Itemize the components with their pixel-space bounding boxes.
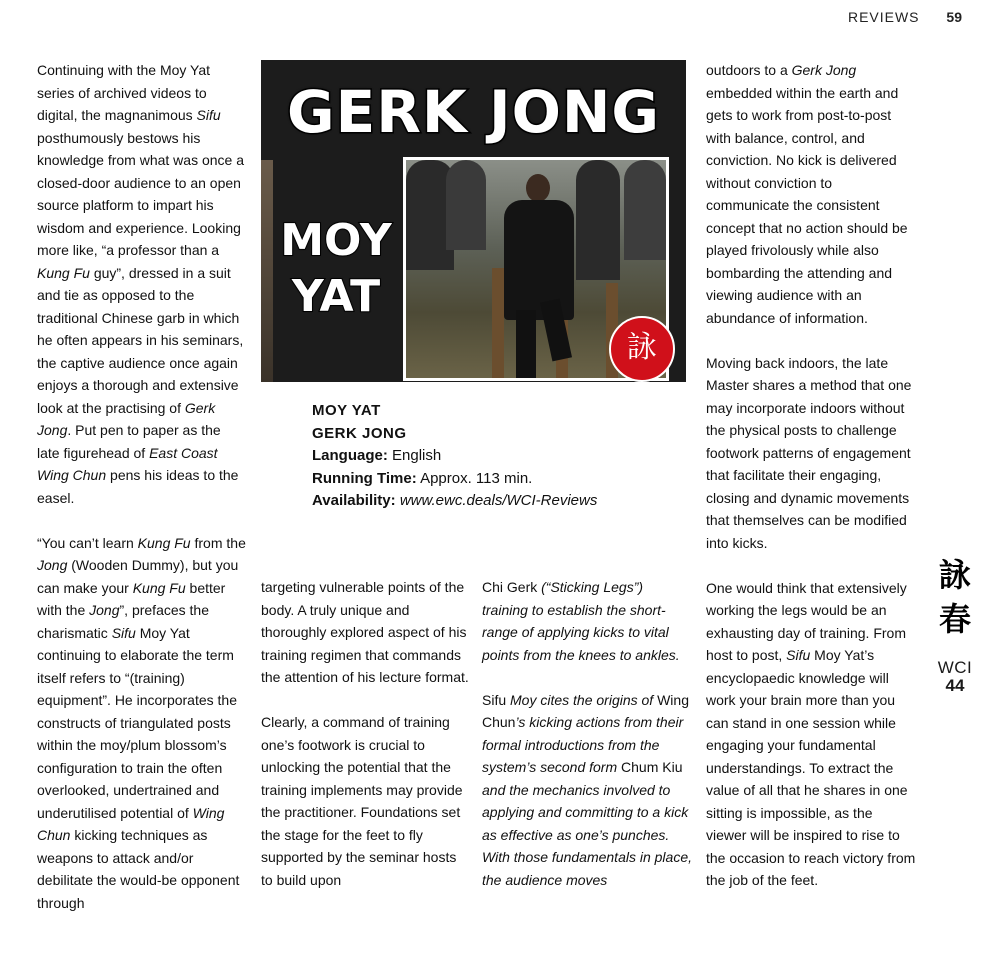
red-plum-seal-logo: 詠 [609, 316, 675, 382]
italic-term: Jong [89, 602, 120, 618]
man-head [526, 174, 550, 202]
running-header [848, 9, 962, 25]
issue-number: 44 [945, 676, 965, 695]
paragraph: Sifu Moy cites the origins of Wing Chun’s kicking actions from their formal introductions from the system’s second form Chum Kiu and the mechanics involved to applying and committing to a kick as effective as one’s punches. With those fundamentals in place, the audience moves [482, 691, 692, 888]
italic-term: Kung Fu [137, 534, 191, 551]
running-time-label: Running Time: [312, 469, 417, 487]
crowd-figure [624, 160, 666, 260]
paragraph: Continuing with the Moy Yat series of archived videos to digital, the magnanimous Sifu posthumously bestows his knowledge from what was once a closed-door audience to an open source platform to impart his wisdom and experience. Looking more like, “a professor than a Kung Fu guy”, dressed in a suit and tie as opposed to the traditional Chinese garb in which he often appears in his seminars, the captive audience once again enjoys a thorough and extensive look at the practising of Gerk Jong. Put pen to paper as the late figurehead of East Coast Wing Chun pens his ideas to the easel. [37, 62, 244, 506]
italic-term: Gerk Jong [37, 399, 216, 438]
chinese-character: 詠 [938, 556, 971, 594]
cover-wall-strip [261, 160, 273, 382]
italic-term: and the mechanics involved to applying and committing to a kick as effective as one’s punches. With those fundamentals in place, the audience moves [482, 781, 692, 888]
cover-title: GERK JONG [286, 78, 661, 146]
article-column-2 [261, 576, 471, 891]
article-column-4 [706, 59, 916, 892]
italic-term: East Coast Wing Chun [37, 444, 218, 483]
paragraph: One would think that extensively working the legs would be an exhausting day of training. From host to post, Sifu Moy Yat’s encyclopaedic knowledge will work your brain more than you can stand in one session while engaging your fundamental understandings. To extract the value of all that he shares in one sitting is impossible, as the viewer will be inspired to rise to the occasion to reach victory from the job of the feet. [706, 579, 916, 888]
italic-term: Jong [37, 557, 68, 573]
italic-term: Sifu [786, 647, 811, 663]
section-label: REVIEWS [847, 9, 920, 25]
info-name: MOY YAT [312, 402, 381, 419]
magazine-sidebar-mark [925, 553, 985, 696]
paragraph: Clearly, a command of training one’s footwork is crucial to unlocking the potential that the training implements may provide the practitioner. Foundations set the stage for the feet to fly supported by the seminar hosts to build upon [261, 714, 463, 888]
availability-link[interactable]: www.ewc.deals/WCI-Reviews [399, 492, 598, 509]
italic-term: ’s kicking actions from their formal introductions from the system’s second form [482, 714, 684, 775]
crowd-figure [576, 160, 620, 280]
article-column-1 [37, 59, 247, 914]
info-running-time [312, 468, 597, 491]
italic-term: Sifu [196, 107, 221, 123]
italic-term: Kung Fu [132, 579, 186, 596]
italic-term: Wing Chun [37, 804, 225, 843]
cover-name [275, 213, 397, 325]
paragraph: targeting vulnerable points of the body. A truly unique and thoroughly explored aspect of his training regimen that commands the attention of his lecture format. [261, 579, 469, 685]
page-number: 59 [946, 9, 962, 25]
info-language [312, 445, 597, 468]
italic-term: Sifu [111, 624, 136, 641]
italic-term: Moy cites the origins of [506, 691, 658, 708]
language-value: English [392, 447, 442, 464]
info-title: GERK JONG [312, 424, 407, 442]
cover-name-line: MOY [280, 215, 392, 266]
availability-label: Availability: [312, 492, 396, 509]
wooden-post [492, 268, 504, 378]
chinese-character: 春 [938, 600, 971, 638]
language-label: Language: [312, 447, 388, 464]
italic-term: Kung Fu [37, 264, 90, 281]
italic-term: (“Sticking Legs”) training to establish the short-range of applying kicks to vital points from the knees to ankles. [482, 579, 680, 663]
paragraph: Chi Gerk (“Sticking Legs”) training to establish the short-range of applying kicks to vital points from the knees to ankles. [482, 579, 680, 663]
italic-term: Gerk Jong [791, 62, 857, 78]
magazine-name: WCI [937, 658, 973, 677]
paragraph: outdoors to a Gerk Jong embedded within the earth and gets to work from post-to-post with balance, control, and conviction. No kick is delivered without conviction to communicate the consistent concept that no action should be played frivolously while also bombarding the attending and viewing audience with an abundance of information. [706, 62, 908, 326]
crowd-figure [446, 160, 486, 250]
dvd-cover-image [261, 60, 686, 382]
info-availability [312, 490, 597, 513]
paragraph: “You can’t learn Kung Fu from the Jong (Wooden Dummy), but you can make your Kung Fu better with the Jong”, prefaces the charismatic Sifu Moy Yat continuing to elaborate the term itself refers to “(training) equipment”. He incorporates the constructs of triangulated posts within the moy/plum blossom’s configuration to train the often overlooked, undertrained and underutilised potential of Wing Chun kicking techniques as weapons to attack and/or debilitate the would-be opponent through [37, 534, 246, 911]
paragraph: Moving back indoors, the late Master shares a method that one may incorporate indoors without the physical posts to challenge footwork patterns of engagement that facilitate their engaging, closing and dynamic movements that themselves can be modified into kicks. [706, 354, 912, 551]
cover-name-line: YAT [291, 271, 381, 322]
article-column-3 [482, 576, 692, 891]
product-info [312, 400, 597, 513]
running-time-value: Approx. 113 min. [420, 469, 533, 487]
man-leg [516, 310, 536, 380]
